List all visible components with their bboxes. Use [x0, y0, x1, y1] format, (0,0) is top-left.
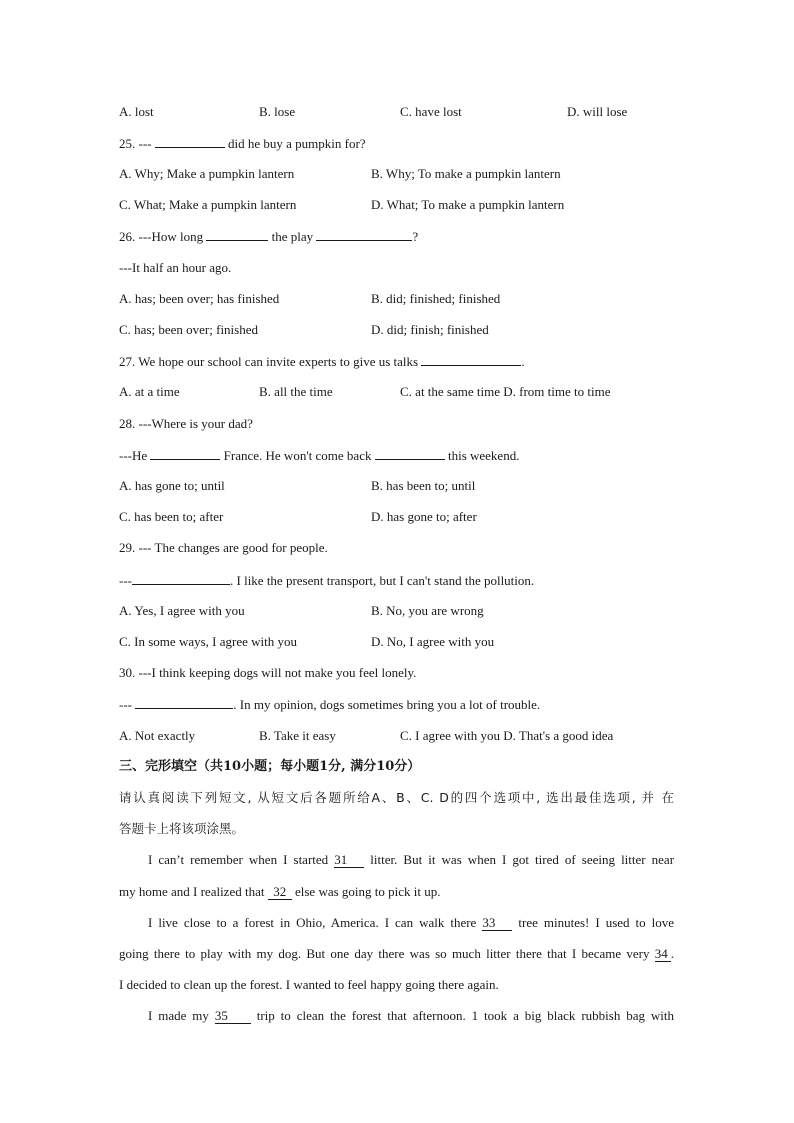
- passage-p2-line1: [148, 915, 674, 931]
- q25-blank: [155, 135, 225, 148]
- q28-line1: 28. ---Where is your dad?: [119, 416, 253, 431]
- q29-options-row1: [119, 603, 679, 619]
- q25-option-c: C. What; Make a pumpkin lantern: [119, 197, 297, 212]
- passage-text: I live close to a forest in Ohio, America. I can walk there: [148, 915, 477, 930]
- q29-prefix: ---: [119, 573, 132, 588]
- q26-option-a: A. has; been over; has finished: [119, 291, 280, 306]
- passage-p3-line1: [148, 1008, 674, 1024]
- blank-33: 33: [482, 916, 512, 931]
- q30-stem: [119, 696, 540, 713]
- blank-32: 32: [268, 885, 292, 900]
- q29-option-b: B. No, you are wrong: [371, 603, 484, 618]
- q28-prefix: ---He: [119, 448, 148, 463]
- q28-stem: [119, 447, 519, 464]
- q24-option-b: B. lose: [259, 104, 296, 119]
- q30-option-b: B. Take it easy: [259, 728, 336, 743]
- q25-suffix: did he buy a pumpkin for?: [228, 136, 366, 151]
- q28-options-row2: [119, 509, 679, 525]
- q28-suffix: this weekend.: [447, 448, 520, 463]
- q25-prefix: 25. ---: [119, 136, 152, 151]
- q30-blank: [135, 696, 233, 709]
- passage-p1-line2: [119, 884, 441, 900]
- q26-blank-1: [206, 228, 268, 241]
- blank-34: 34: [655, 947, 671, 962]
- blank-31: 31: [334, 853, 364, 868]
- q27-option-b: B. all the time: [259, 384, 333, 399]
- q29-options-row2: [119, 634, 679, 650]
- section3-heading: 三、完形填空（共10小题；每小题1分, 满分10分）: [119, 759, 421, 774]
- q28-middle: France. He won't come back: [223, 448, 372, 463]
- q26-options-row2: [119, 322, 679, 338]
- q29-option-a: A. Yes, I agree with you: [119, 603, 245, 618]
- q30-suffix: . In my opinion, dogs sometimes bring you a lot of trouble.: [233, 697, 541, 712]
- passage-text: I made my: [148, 1008, 209, 1023]
- passage-p1-line1: [148, 852, 674, 868]
- passage-text: litter. But it was when I got tired of seeing litter near: [370, 852, 675, 867]
- q30-line1: 30. ---I think keeping dogs will not make you feel lonely.: [119, 665, 417, 680]
- passage-text: going there to play with my dog. But one day there was so much litter there that I became very: [119, 946, 650, 961]
- q26-reply: ---It half an hour ago.: [119, 260, 232, 275]
- q29-suffix: . I like the present transport, but I can't stand the pollution.: [230, 573, 535, 588]
- q27-blank: [421, 353, 521, 366]
- q26-option-b: B. did; finished; finished: [371, 291, 501, 306]
- q25-options-row2: [119, 197, 679, 213]
- blank-35: 35: [215, 1009, 251, 1024]
- q25-option-a: A. Why; Make a pumpkin lantern: [119, 166, 295, 181]
- q30-option-cd: C. I agree with you D. That's a good idea: [400, 728, 614, 743]
- q26-option-d: D. did; finish; finished: [371, 322, 489, 337]
- q26-options-row1: [119, 291, 679, 307]
- q26-middle: the play: [271, 229, 314, 244]
- q29-option-c: C. In some ways, I agree with you: [119, 634, 297, 649]
- passage-text: tree minutes! I used to love: [518, 915, 675, 930]
- q24-option-d: D. will lose: [567, 104, 628, 119]
- q25-stem: [119, 135, 366, 152]
- q26-stem: [119, 228, 418, 245]
- q25-option-b: B. Why; To make a pumpkin lantern: [371, 166, 561, 181]
- q27-option-cd: C. at the same time D. from time to time: [400, 384, 611, 399]
- q27-prefix: 27. We hope our school can invite experts to give us talks: [119, 354, 419, 369]
- passage-text: trip to clean the forest that afternoon. 1 took a big black rubbish bag with: [256, 1008, 675, 1023]
- q28-blank-2: [375, 447, 445, 460]
- q24-options: [119, 104, 679, 120]
- q30-option-a: A. Not exactly: [119, 728, 196, 743]
- q26-suffix: ?: [412, 229, 419, 244]
- passage-text: my home and I realized that: [119, 884, 265, 899]
- q25-option-d: D. What; To make a pumpkin lantern: [371, 197, 565, 212]
- section3-instruction-line1: 请认真阅读下列短文, 从短文后各题所给A、B、C. D的四个选项中, 选出最佳选项, 并 在: [119, 790, 674, 805]
- q26-prefix: 26. ---How long: [119, 229, 204, 244]
- q27-option-a: A. at a time: [119, 384, 180, 399]
- q28-option-a: A. has gone to; until: [119, 478, 225, 493]
- passage-text: .: [670, 946, 675, 961]
- q29-option-d: D. No, I agree with you: [371, 634, 495, 649]
- passage-text: I can’t remember when I started: [148, 852, 329, 867]
- passage-text: else was going to pick it up.: [294, 884, 441, 899]
- q30-options: [119, 728, 679, 744]
- q24-option-a: A. lost: [119, 104, 154, 119]
- q28-option-b: B. has been to; until: [371, 478, 476, 493]
- q30-prefix: ---: [119, 697, 132, 712]
- q24-option-c: C. have lost: [400, 104, 462, 119]
- q29-blank: [132, 572, 230, 585]
- q27-options: [119, 384, 679, 400]
- section3-instruction-line2: 答题卡上将该项涂黑。: [119, 821, 245, 836]
- q29-line1: 29. --- The changes are good for people.: [119, 540, 328, 555]
- q28-blank-1: [150, 447, 220, 460]
- q27-stem: [119, 353, 525, 370]
- q26-blank-2: [316, 228, 412, 241]
- q25-options-row1: [119, 166, 679, 182]
- q28-options-row1: [119, 478, 679, 494]
- q28-option-c: C. has been to; after: [119, 509, 224, 524]
- q29-stem: [119, 572, 534, 589]
- q28-option-d: D. has gone to; after: [371, 509, 477, 524]
- passage-p2-line3: I decided to clean up the forest. I wanted to feel happy going there again.: [119, 977, 499, 992]
- q26-option-c: C. has; been over; finished: [119, 322, 258, 337]
- passage-p2-line2: [119, 946, 674, 962]
- q27-suffix: .: [521, 354, 525, 369]
